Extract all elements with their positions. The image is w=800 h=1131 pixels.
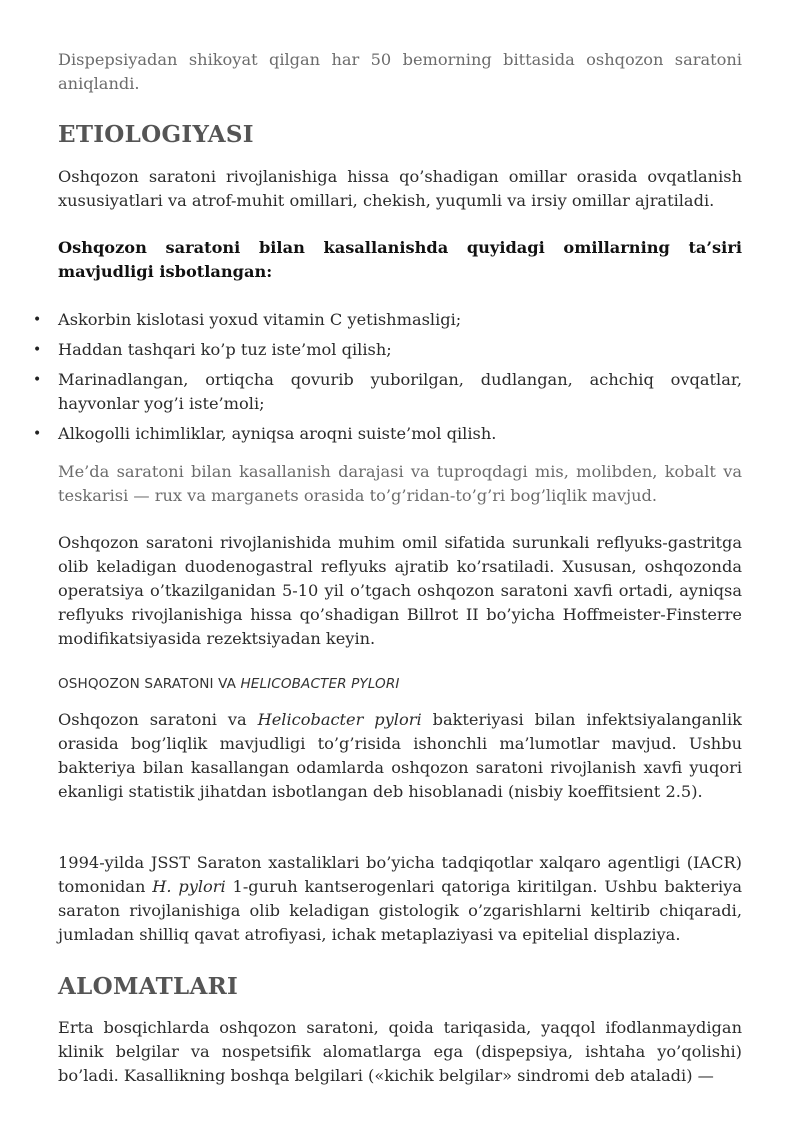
list-item: • Marinadlangan, ortiqcha qovurib yuborilgan, dudlangan, achchiq ovqatlar, hayvonlar yog’i iste’moli; xyxy=(33,370,742,413)
reflux-paragraph: Oshqozon saratoni rivojlanishida muhim omil sifatida surunkali reflyuks-gastritga olib keladigan duodenogastral reflyuks ajratib ko’rsatiladi. Xususan, oshqozonda operatsiya o’tkazilganidan 5-10 yil o’tgach oshqozon saratoni xavfi ortadi, ayniqsa reflyuks rivojlanishiga hissa qo’shadigan Billrot II bo’yicha Hoffmeister-Finsterre modifikatsiyasida rezektsiyadan keyin. xyxy=(58,533,742,648)
hpylori-paragraph-2: 1994-yilda JSST Saraton xastaliklari bo’yicha tadqiqotlar xalqaro agentligi (IACR) tomonidan H. pylori 1-guruh kantserogenlari qatoriga kiritilgan. Ushbu bakteriya saraton rivojlanishiga olib keladigan gistologik o’zgarishlarni keltirib chiqaradi, jumladan shilliq qavat atrofiyasi, ichak metaplaziyasi va epitelial displaziya. xyxy=(58,853,742,944)
intro-paragraph: Dispepsiyadan shikoyat qilgan har 50 bemorning bittasida oshqozon saratoni aniqlandi. xyxy=(58,50,742,93)
symptoms-paragraph: Erta bosqichlarda oshqozon saratoni, qoida tariqasida, yaqqol ifodlanmaydigan klinik belgilar va nospetsifik alomatlarga ega (dispepsiya, ishtaha yo’qolishi) bo’ladi. Kasallikning boshqa belgilari («kichik belgilar» sindromi deb ataladi) — xyxy=(58,1018,742,1085)
hpylori-subheading: OSHQOZON SARATONI VA HELICOBACTER PYLORI xyxy=(58,676,400,692)
factors-lead: Oshqozon saratoni bilan kasallanishda quyidagi omillarning ta’siri mavjudligi isbotlangan: xyxy=(58,238,742,281)
soil-note-paragraph: Me’da saratoni bilan kasallanish darajasi va tuproqdagi mis, molibden, kobalt va teskarisi — rux va marganets orasida to’g’ridan-to’g’ri bog’liqlik mavjud. xyxy=(58,462,742,505)
bullet-icon: • xyxy=(33,426,42,442)
bullet-icon: • xyxy=(33,342,42,358)
etiology-paragraph: Oshqozon saratoni rivojlanishiga hissa qo’shadigan omillar orasida ovqatlanish xususiyatlari va atrof-muhit omillari, chekish, yuqumli va irsiy omillar ajratiladi. xyxy=(58,167,742,210)
hpylori-paragraph-1: Oshqozon saratoni va Helicobacter pylori bakteriyasi bilan infektsiyalanganlik orasida bog’liqlik mavjudligi to’g’risida ishonchli ma’lumotlar mavjud. Ushbu bakteriya bilan kasallangan odamlarda oshqozon saratoni rivojlanish xavfi yuqori ekanligi statistik jihatdan isbotlangan deb hisoblanadi (nisbiy koeffitsient 2.5). xyxy=(58,710,742,801)
bullet-icon: • xyxy=(33,312,42,328)
factors-list xyxy=(33,308,742,446)
list-item: • Haddan tashqari ko’p tuz iste’mol qilish; xyxy=(58,338,742,362)
bullet-icon: • xyxy=(33,372,42,388)
symptoms-heading: ALOMATLARI xyxy=(58,973,239,1000)
etiology-heading: ETIOLOGIYASI xyxy=(58,121,254,148)
list-item: • Askorbin kislotasi yoxud vitamin C yetishmasligi; xyxy=(58,308,742,332)
list-item: • Alkogolli ichimliklar, ayniqsa aroqni suiste’mol qilish. xyxy=(58,422,742,446)
